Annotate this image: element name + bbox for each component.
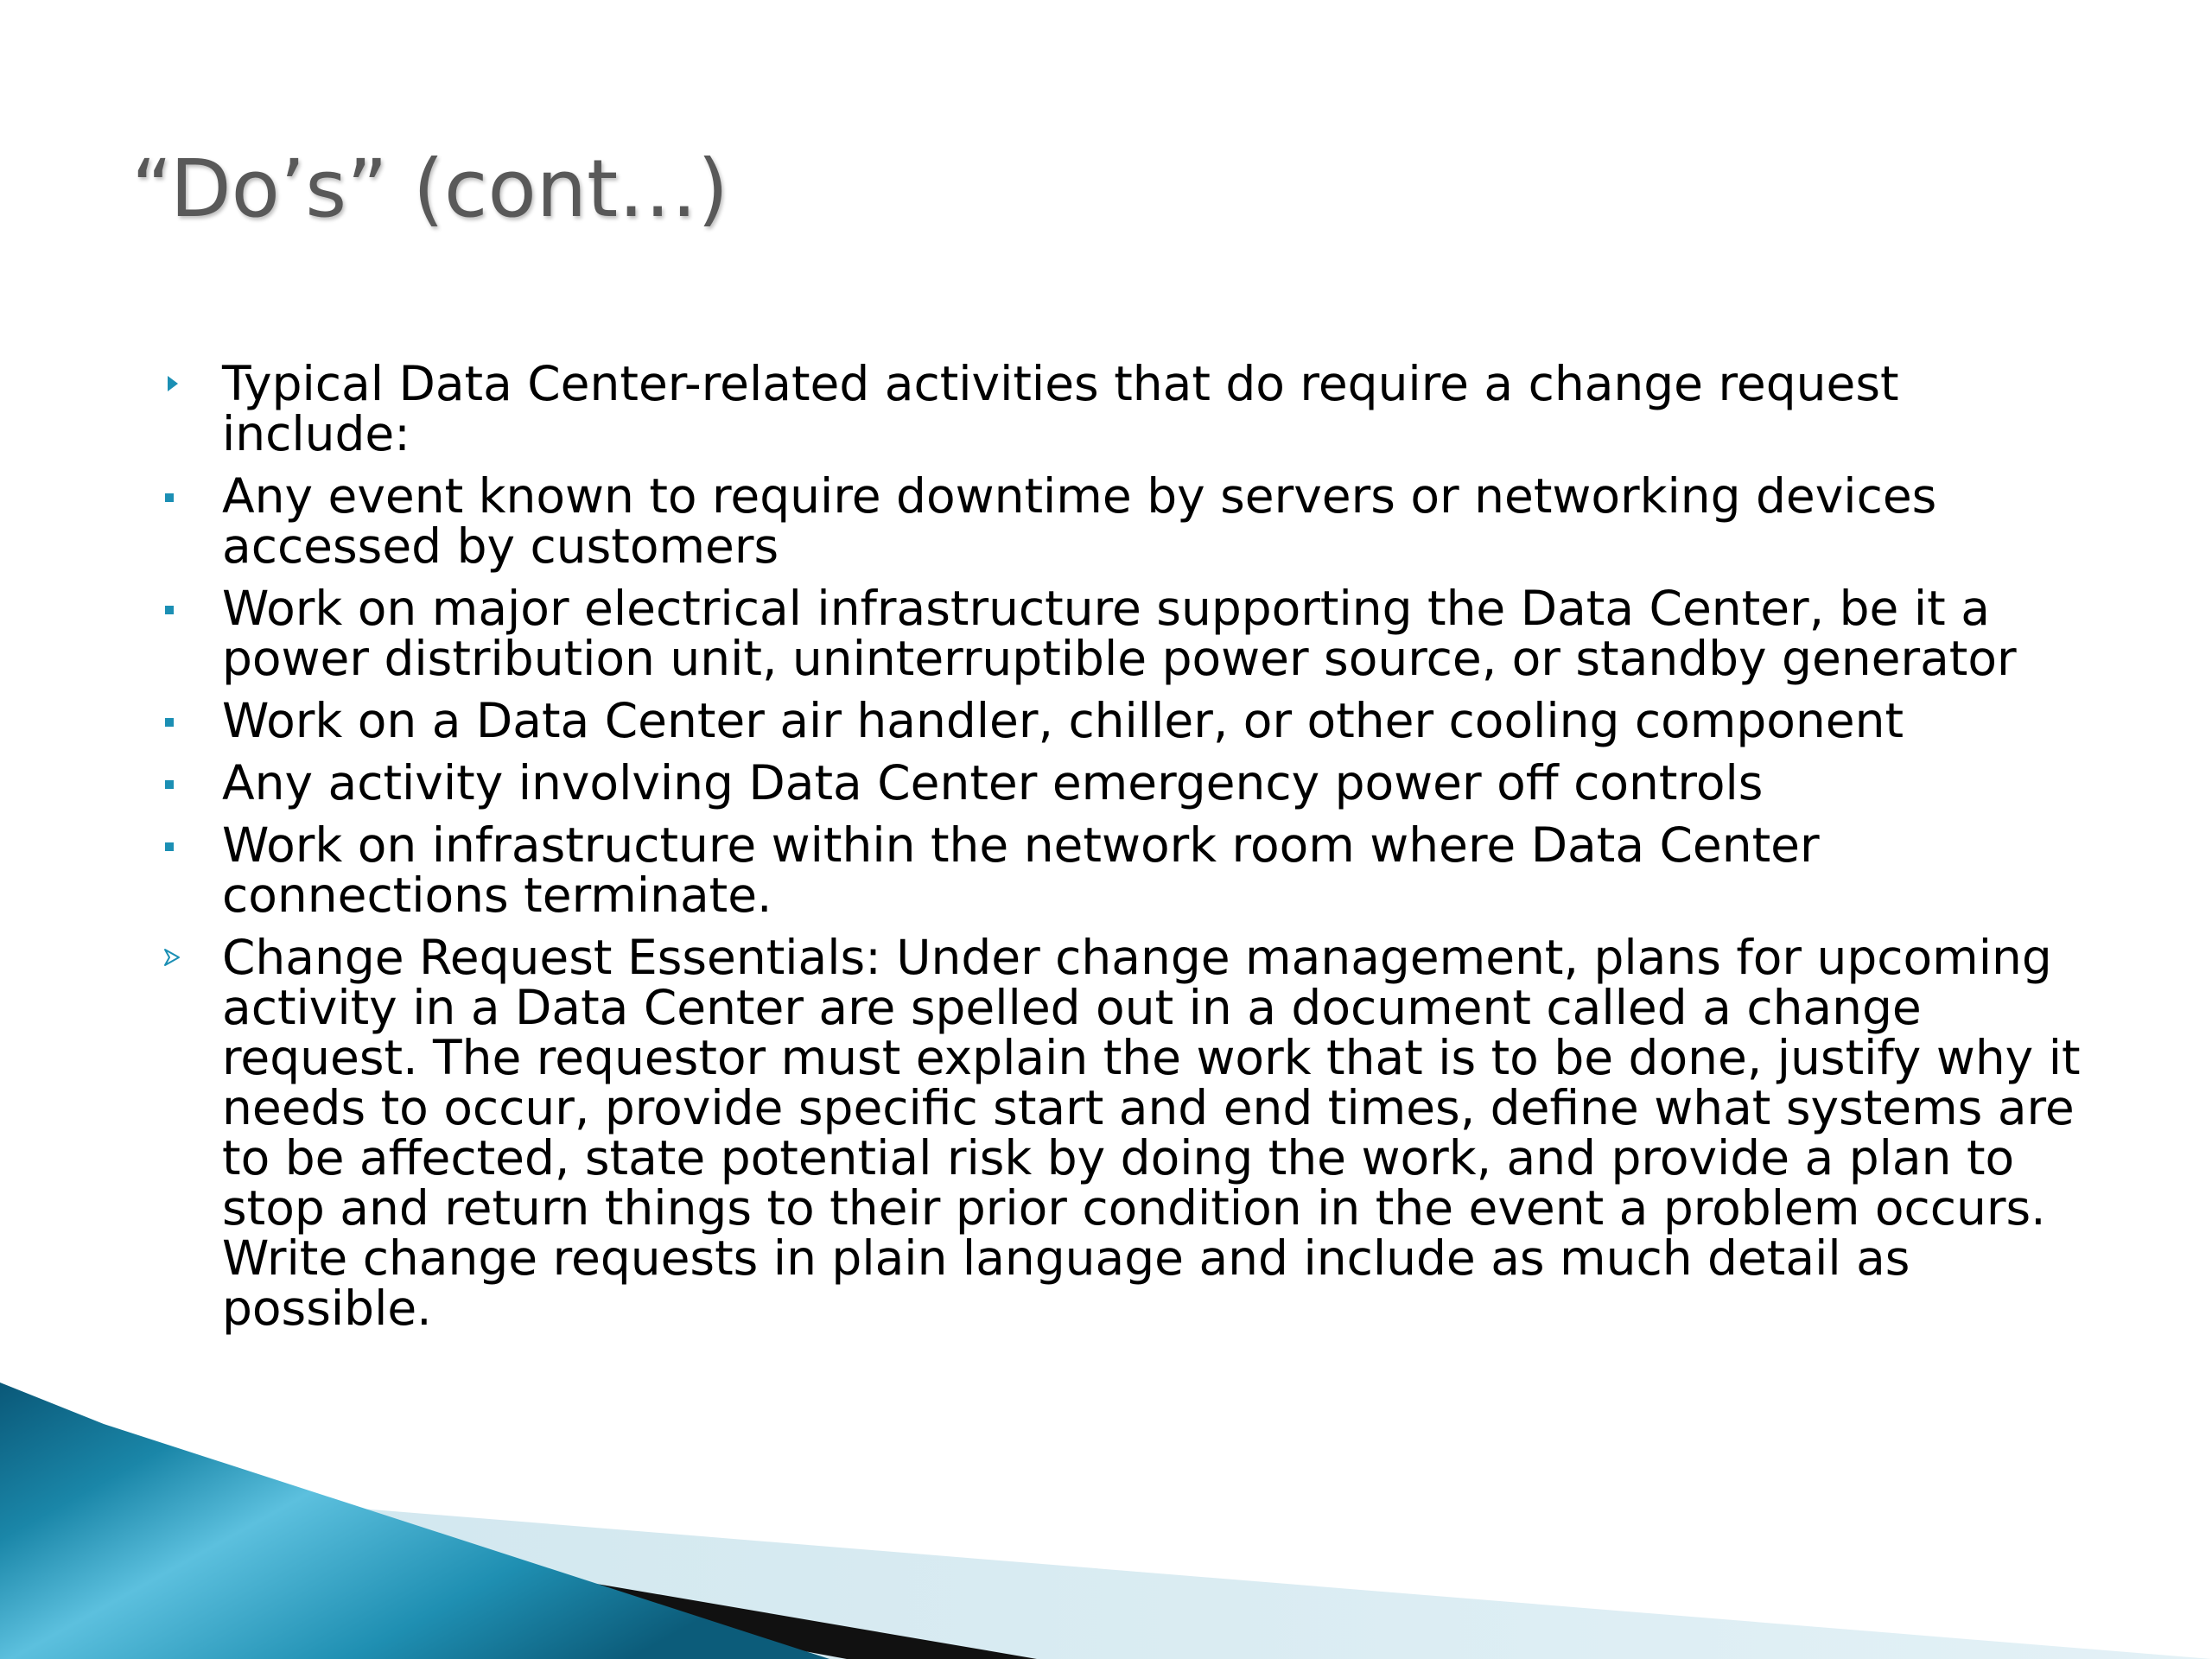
bullet-text: Work on a Data Center air handler, chiller, or other cooling component: [222, 693, 1904, 748]
bullet-text: Change Request Essentials: Under change management, plans for upcoming activity in a Data Center are spelled out in a document called a change request. The requestor must explain the work that is to be done, justify why it needs to occur, provide specific start and end times, define what systems are to be affected, state potential risk by doing the work, and provide a plan to stop and return things to their prior condition in the event a problem occurs. Write change requests in plain language and include as much detail as possible.: [222, 930, 2081, 1336]
square-bullet-icon: [160, 696, 186, 746]
bullet-text: Work on major electrical infrastructure supporting the Data Center, be it a power distribution unit, uninterruptible power source, or standby generator: [222, 581, 2017, 686]
bullet-item: [160, 817, 2095, 923]
bullet-item: [160, 468, 2095, 574]
bullet-item: [160, 356, 2095, 461]
slide-corner-decoration: [0, 1382, 2212, 1659]
bullet-text: Any event known to require downtime by servers or networking devices accessed by customers: [222, 468, 1937, 574]
bullet-text: Any activity involving Data Center emergency power off controls: [222, 755, 1764, 810]
triangle-bullet-icon: [160, 359, 186, 409]
bullet-item: [160, 581, 2095, 686]
square-bullet-icon: [160, 758, 186, 808]
bullet-item: [160, 693, 2095, 748]
bullet-text: Work on infrastructure within the network room where Data Center connections terminate.: [222, 817, 1820, 923]
bullet-item: [160, 930, 2095, 1336]
square-bullet-icon: [160, 583, 186, 633]
slide-title: “Do’s” (cont…): [131, 143, 729, 235]
square-bullet-icon: [160, 471, 186, 521]
arrow-bullet-icon: [160, 932, 186, 982]
bullet-item: [160, 755, 2095, 810]
square-bullet-icon: [160, 820, 186, 870]
bullet-text: Typical Data Center-related activities that do require a change request include:: [222, 356, 1899, 461]
bullet-list: [160, 356, 2095, 1345]
